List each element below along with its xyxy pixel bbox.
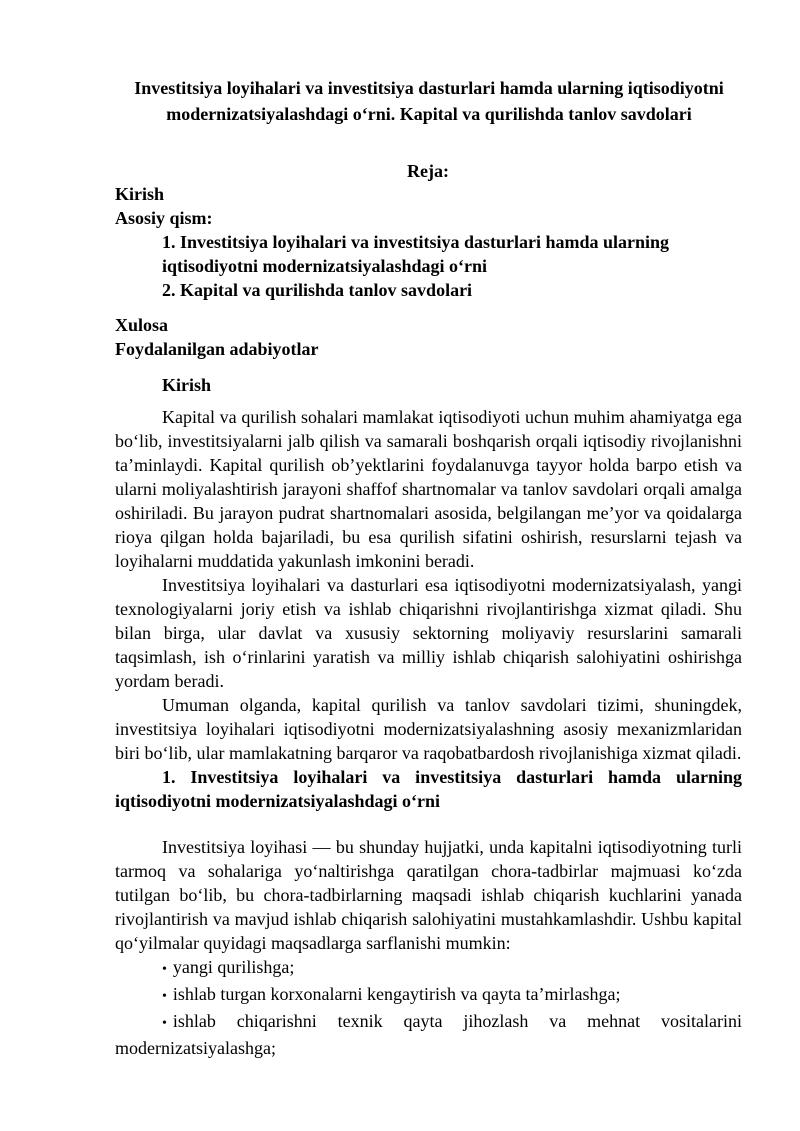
document-body bbox=[115, 373, 742, 1060]
plan-item-1-line-1: 1. Investitsiya loyihalari va investitsiya dasturlari hamda ularning bbox=[162, 232, 670, 252]
list-item-text: ishlab turgan korxonalarni kengaytirish va qayta ta’mirlashga; bbox=[172, 984, 621, 1004]
plan-heading: Reja: bbox=[407, 161, 449, 181]
intro-paragraph-1: Kapital va qurilish sohalari mamlakat iqtisodiyoti uchun muhim ahamiyatga ega bo‘lib, investitsiyalarni jalb qilish va samarali boshqarish orqali iqtisodiy rivojlanishni ta’minlaydi. Kapital qurilish ob’yektlarini foydalanuvga tayyor holda barpo etish va ularni moliyalashtirish jarayoni shaffof shartnomalar va tanlov savdolari orqali amalga oshiriladi. Bu jarayon pudrat shartnomalari asosida, belgilangan me’yor va qoidalarga rioya qilgan holda bajariladi, bu esa qurilish sifatini oshirish, resurslarni tejash va loyihalarni muddatida yakunlash imkonini beradi. bbox=[115, 407, 742, 571]
plan-outline bbox=[115, 182, 755, 361]
title-line-1: Investitsiya loyihalari va investitsiya dasturlari hamda ularning iqtisodiyotni bbox=[134, 78, 724, 98]
plan-intro: Kirish bbox=[115, 184, 165, 204]
section-1-heading: 1. Investitsiya loyihalari va investitsiya dasturlari hamda ularning iqtisodiyotni modernizatsiyalashdagi o‘rni bbox=[115, 767, 742, 811]
purpose-list bbox=[115, 955, 742, 1060]
plan-references: Foydalanilgan adabiyotlar bbox=[115, 339, 319, 359]
plan-item-1-line-2: iqtisodiyotni modernizatsiyalashdagi o‘rni bbox=[162, 256, 488, 276]
list-item-text: yangi qurilishga; bbox=[172, 957, 295, 977]
intro-paragraph-3: Umuman olganda, kapital qurilish va tanlov savdolari tizimi, shuningdek, investitsiya loyihalari iqtisodiyotni modernizatsiyalashning asosiy mexanizmlaridan biri bo‘lib, ular mamlakatning barqaror va raqobatbardosh rivojlanishiga xizmat qiladi. bbox=[115, 695, 742, 763]
section-1-paragraph: Investitsiya loyihasi — bu shunday hujjatki, unda kapitalni iqtisodiyotning turli tarmoq va sohalariga yo‘naltirishga qaratilgan chora-tadbirlar majmuasi ko‘zda tutilgan bo‘lib, bu chora-tadbirlarning maqsadi ishlab chiqarish kuchlarini yanada rivojlantirish va mavjud ishlab chiqarish salohiyatini mustahkamlashdir. Ushbu kapital qo‘yilmalar quyidagi maqsadlarga sarflanishi mumkin: bbox=[115, 837, 742, 953]
list-item-text: ishlab chiqarishni texnik qayta jihozlash va mehnat vositalarini modernizatsiyalashga; bbox=[115, 1011, 742, 1058]
list-item bbox=[115, 955, 742, 982]
intro-heading: Kirish bbox=[162, 375, 212, 395]
bullet-icon: • bbox=[162, 962, 167, 977]
plan-item-2: 2. Kapital va qurilishda tanlov savdolari bbox=[162, 280, 473, 300]
list-item bbox=[115, 982, 742, 1009]
list-item bbox=[115, 1009, 742, 1060]
bullet-icon: • bbox=[162, 1016, 167, 1031]
intro-paragraph-2: Investitsiya loyihalari va dasturlari esa iqtisodiyotni modernizatsiyalash, yangi texnologiyalarni joriy etish va ishlab chiqarishni rivojlantirishga xizmat qiladi. Shu bilan birga, ular davlat va xususiy sektorning moliyaviy resurslarini samarali taqsimlash, ish o‘rinlarini yaratish va milliy ishlab chiqarish salohiyatini oshirishga yordam beradi. bbox=[115, 575, 742, 691]
document-title bbox=[100, 75, 758, 127]
title-line-2: modernizatsiyalashdagi o‘rni. Kapital va qurilishda tanlov savdolari bbox=[166, 104, 692, 124]
plan-conclusion: Xulosa bbox=[115, 315, 169, 335]
plan-main-part: Asosiy qism: bbox=[115, 208, 213, 228]
bullet-icon: • bbox=[162, 989, 167, 1004]
